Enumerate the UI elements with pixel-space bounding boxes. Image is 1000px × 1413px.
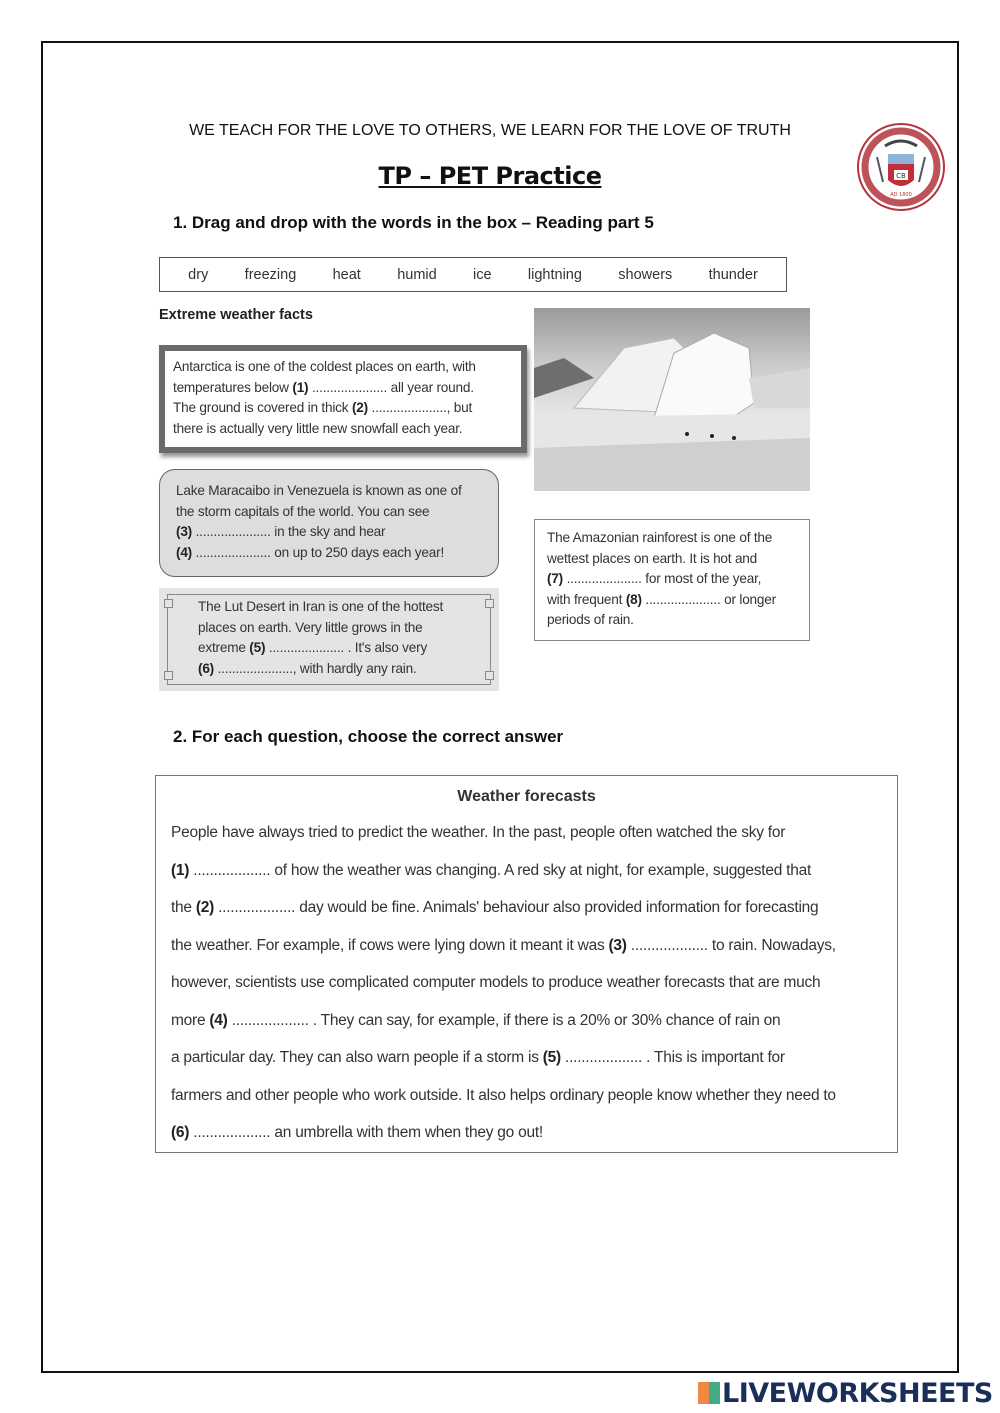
gap-number: (5) — [249, 640, 266, 655]
word-dry[interactable]: dry — [188, 266, 209, 283]
passage-text: The Amazonian rainforest is one of the — [547, 530, 773, 545]
word-showers[interactable]: showers — [618, 266, 673, 283]
answer-blank[interactable]: ..................... — [192, 544, 275, 560]
word-thunder[interactable]: thunder — [708, 266, 758, 283]
passage-text: People have always tried to predict the weather. In the past, people often watched the sky for — [171, 824, 786, 841]
svg-text:CB: CB — [896, 172, 906, 180]
passage-text: , with hardly any rain. — [292, 660, 417, 676]
passage-line — [198, 638, 460, 659]
passage-line — [171, 1124, 543, 1142]
passage-text: wettest places on earth. It is hot and — [547, 550, 758, 566]
answer-blank[interactable]: ..................... — [563, 571, 646, 586]
passage-line — [173, 398, 513, 419]
word-ice[interactable]: ice — [473, 266, 492, 283]
passage-text: however, scientists use complicated computer models to produce weather forecasts that are much — [171, 974, 821, 991]
word-freezing[interactable]: freezing — [244, 266, 297, 283]
passage-text: on up to 250 days each year! — [274, 544, 445, 560]
passage-text: temperatures below — [173, 379, 293, 395]
passage-text: . They can say, for example, if there is a 20% or 30% chance of rain on — [312, 1011, 781, 1029]
answer-blank[interactable]: ................... — [189, 861, 275, 879]
passage-line — [547, 569, 797, 590]
answer-blank[interactable]: ................... — [214, 899, 300, 916]
passage-line — [176, 481, 482, 502]
passage-text: the — [171, 899, 196, 916]
passage-line — [173, 378, 513, 399]
answer-blank[interactable]: ..................... — [308, 379, 391, 395]
brand-name: LIVEWORKSHEETS — [722, 1378, 993, 1409]
gap-number: (2) — [351, 400, 368, 415]
gap-number: (6) — [171, 1124, 190, 1141]
passage-text: . It's also very — [347, 640, 428, 655]
school-seal-logo — [855, 122, 947, 212]
passage-text: . This is important for — [646, 1049, 785, 1066]
passage-text: in the sky and hear — [274, 524, 386, 539]
answer-blank[interactable]: ................... — [560, 1049, 647, 1066]
word-lightning[interactable]: lightning — [527, 266, 582, 283]
passage-title: Weather forecasts — [457, 788, 596, 805]
liveworksheets-icon — [698, 1382, 720, 1404]
passage-text: a particular day. They can also warn people if a storm is — [171, 1049, 543, 1066]
passage-line — [171, 937, 836, 955]
answer-blank[interactable]: ..................... — [367, 400, 447, 415]
passage-text: more — [171, 1011, 210, 1029]
passage-line — [171, 1087, 836, 1105]
answer-blank[interactable]: ..................... — [641, 591, 725, 607]
passage-text: day would be fine. Animals' behaviour also provided information for forecasting — [299, 899, 819, 916]
passage-line — [176, 522, 482, 543]
passage-text: extreme — [198, 640, 250, 655]
lut-desert-passage — [167, 594, 491, 685]
passage-text: or longer — [724, 591, 776, 607]
gap-number: (3) — [176, 524, 193, 539]
passage-text: there is actually very little new snowfall each year. — [173, 420, 463, 436]
page-title: TP – PET Practice — [378, 162, 602, 190]
corner-ornament — [164, 671, 173, 680]
passage-text: , but — [446, 400, 473, 415]
passage-text: to rain. Nowadays, — [711, 936, 836, 954]
passage-text: of how the weather was changing. A red sky at night, for example, suggested that — [274, 861, 812, 879]
word-bank — [159, 257, 787, 292]
gap-number: (1) — [171, 861, 190, 879]
antarctica-iceberg-photo — [534, 308, 810, 491]
lut-desert-passage-box — [159, 588, 499, 691]
answer-blank[interactable]: ................... — [626, 936, 712, 954]
passage-line — [171, 899, 818, 917]
passage-text: with frequent — [547, 591, 626, 607]
passage-line — [171, 824, 785, 842]
question-1-heading: 1. Drag and drop with the words in the box – Reading part 5 — [173, 213, 654, 232]
passage-line — [171, 1049, 785, 1067]
lake-maracaibo-passage — [159, 469, 499, 577]
weather-forecasts-passage — [155, 775, 898, 1153]
passage-text: Lake Maracaibo in Venezuela is known as one of — [176, 483, 462, 498]
passage-text: the storm capitals of the world. You can see — [176, 503, 430, 519]
answer-blank[interactable]: ..................... — [214, 660, 293, 676]
gap-number: (8) — [625, 591, 642, 607]
corner-ornament — [485, 599, 494, 608]
passage-line — [173, 357, 513, 378]
passage-line — [547, 549, 797, 570]
answer-blank[interactable]: ................... — [189, 1124, 275, 1141]
gap-number: (4) — [209, 1011, 228, 1029]
passage-line — [171, 862, 811, 880]
gap-number: (7) — [547, 571, 564, 586]
passage-text: farmers and other people who work outside. It also helps ordinary people know whether they need to — [171, 1086, 836, 1104]
answer-blank[interactable]: ................... — [227, 1011, 313, 1029]
passage-line — [198, 618, 460, 639]
passage-text: the weather. For example, if cows were lying down it meant it was — [171, 936, 609, 954]
passage-text: places on earth. Very little grows in the — [198, 619, 423, 635]
passage-text: an umbrella with them when they go out! — [274, 1124, 543, 1141]
passage-line — [176, 502, 482, 523]
page-border — [41, 41, 959, 1373]
gap-number: (6) — [198, 660, 215, 676]
corner-ornament — [485, 671, 494, 680]
school-motto: WE TEACH FOR THE LOVE TO OTHERS, WE LEARN FOR THE LOVE OF TRUTH — [189, 122, 791, 139]
answer-blank[interactable]: ..................... — [192, 524, 275, 539]
passage-line — [198, 597, 460, 618]
gap-number: (4) — [176, 544, 193, 560]
passage-text: Antarctica is one of the coldest places on earth, with — [173, 359, 476, 374]
question-2-heading: 2. For each question, choose the correct answer — [173, 727, 564, 746]
passage-line — [171, 974, 820, 992]
passage-line — [173, 419, 513, 440]
passage-line — [547, 610, 797, 631]
passage-line — [547, 528, 797, 549]
passage-line — [198, 659, 460, 680]
liveworksheets-logo — [698, 1378, 993, 1409]
passage-line — [176, 543, 482, 564]
passage-line — [171, 1012, 780, 1030]
answer-blank[interactable]: ..................... — [265, 640, 348, 655]
word-heat[interactable]: heat — [332, 266, 361, 283]
amazon-rainforest-passage — [534, 519, 810, 641]
passage-text: periods of rain. — [547, 612, 634, 627]
corner-ornament — [164, 599, 173, 608]
passage-text: for most of the year, — [645, 571, 762, 586]
passage-text: The ground is covered in thick — [173, 400, 352, 415]
passage-text: The Lut Desert in Iran is one of the hottest — [198, 599, 444, 614]
passage-subtitle: Extreme weather facts — [159, 307, 313, 323]
gap-number: (3) — [608, 936, 627, 954]
antarctica-passage — [159, 345, 527, 453]
passage-text: all year round. — [390, 379, 474, 395]
word-humid[interactable]: humid — [397, 266, 437, 283]
gap-number: (1) — [292, 379, 309, 395]
svg-text:AD 1800: AD 1800 — [890, 192, 912, 198]
gap-number: (5) — [542, 1049, 561, 1066]
gap-number: (2) — [195, 899, 215, 916]
passage-line — [547, 590, 797, 611]
